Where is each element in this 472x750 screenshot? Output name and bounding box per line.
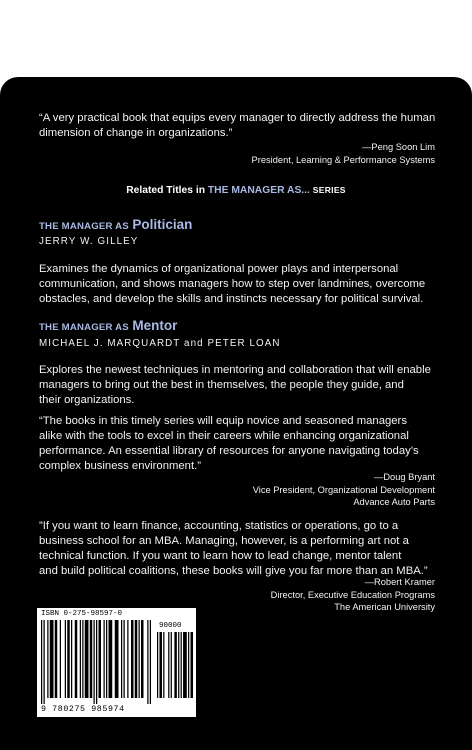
barcode-bar (82, 620, 83, 698)
barcode-bar (55, 620, 58, 698)
barcode-bar (174, 632, 176, 698)
book-description: Explores the newest techniques in mentoring and collaboration that will enable managers to bring out the best in themselves, the people they guide, and their organizations. (39, 364, 431, 406)
quote-kramer: ”If you want to learn finance, accounting, statistics or operations, go to a business school for an MBA. Managing, however, is a performing art not a technical function. If you want to learn how to lead change, mentor talent and build political coalitions, these books will give you far more than an MBA.” (39, 520, 428, 577)
barcode-bar (75, 620, 78, 698)
quote-attribution (253, 471, 435, 509)
attribution-organization: Advance Auto Parts (353, 497, 435, 507)
barcode-bar (65, 620, 66, 698)
book-title-politician: THE MANAGER AS Politician (39, 217, 193, 232)
attribution-name: —Doug Bryant (374, 472, 435, 482)
price-code: 90000 (159, 622, 182, 630)
barcode-bar (135, 620, 138, 698)
barcode-bar (60, 620, 61, 698)
attribution-organization: The American University (334, 602, 435, 612)
quote-line: dimension of change in organizations.” (39, 127, 233, 139)
book-author: JERRY W. GILLEY (39, 236, 139, 247)
barcode-bar (94, 620, 95, 704)
barcode-bar (99, 620, 102, 698)
barcode-bar (96, 620, 97, 704)
barcode-bar (124, 620, 125, 698)
related-titles-heading: Related Titles in THE MANAGER AS... SERIES (126, 185, 346, 196)
barcode-bar (131, 620, 134, 698)
barcode-bar (115, 620, 119, 698)
isbn-barcode (37, 608, 196, 717)
barcode-bar (71, 620, 72, 698)
barcode-bar (50, 620, 54, 698)
barcode-bar (90, 620, 93, 698)
ean-barcode-bars (41, 620, 151, 704)
ean-digits: 9 780275 985974 (41, 705, 125, 714)
barcode-bar (67, 620, 70, 698)
attribution-title: President, Learning & Performance Systems (251, 154, 435, 165)
attribution-name: —Robert Kramer (364, 577, 435, 587)
book-description: Examines the dynamics of organizational power plays and interpersonal communication, and shows managers how to step over landmines, overcome obstacles, and develop the skills and instincts necessary for political survival. (39, 263, 426, 305)
barcode-bar (106, 620, 107, 698)
attribution-name: —Peng Soon Lim (362, 142, 435, 152)
barcode-bar (47, 620, 48, 698)
barcode-bar (139, 620, 140, 698)
barcode-bar (157, 632, 158, 698)
barcode-bar (159, 632, 161, 698)
quote-lim (39, 111, 459, 141)
barcode-bar (181, 632, 182, 698)
quote-bryant: “The books in this timely series will equip novice and seasoned managers alike with the tools to excel in their careers while enhancing organizational performance. An essential library of resources for anyone navigating today’s complex business environment.” (39, 415, 419, 472)
barcode-bar (168, 632, 169, 698)
barcode-bar (121, 620, 122, 698)
book-title-mentor: THE MANAGER AS Mentor (39, 318, 178, 333)
barcode-bar (183, 632, 187, 698)
addon-barcode-bars (157, 632, 193, 704)
barcode-bar (80, 620, 81, 698)
barcode-bar (41, 620, 42, 704)
barcode-bar (150, 620, 151, 704)
book-author: MICHAEL J. MARQUARDT and PETER LOAN (39, 338, 281, 349)
quote-attribution (271, 576, 435, 614)
barcode-bar (104, 620, 105, 698)
barcode-bar (127, 620, 128, 698)
quote-line: “A very practical book that equips every manager to directly address the human (39, 112, 436, 124)
barcode-bar (191, 632, 193, 698)
quote-attribution (252, 141, 435, 166)
barcode-bar (44, 620, 45, 704)
isbn-number: ISBN 0-275-98597-0 (41, 610, 123, 618)
attribution-title: Vice President, Organizational Development (252, 484, 435, 495)
barcode-bar (178, 632, 179, 698)
barcode-bar (109, 620, 113, 698)
back-cover (0, 77, 472, 750)
barcode-bar (171, 632, 172, 698)
attribution-title: Director, Executive Education Programs (270, 589, 435, 600)
barcode-bar (141, 620, 144, 698)
barcode-bar (85, 620, 89, 698)
barcode-bar (147, 620, 148, 704)
barcode-bar (163, 632, 164, 698)
barcode-bar (188, 632, 189, 698)
